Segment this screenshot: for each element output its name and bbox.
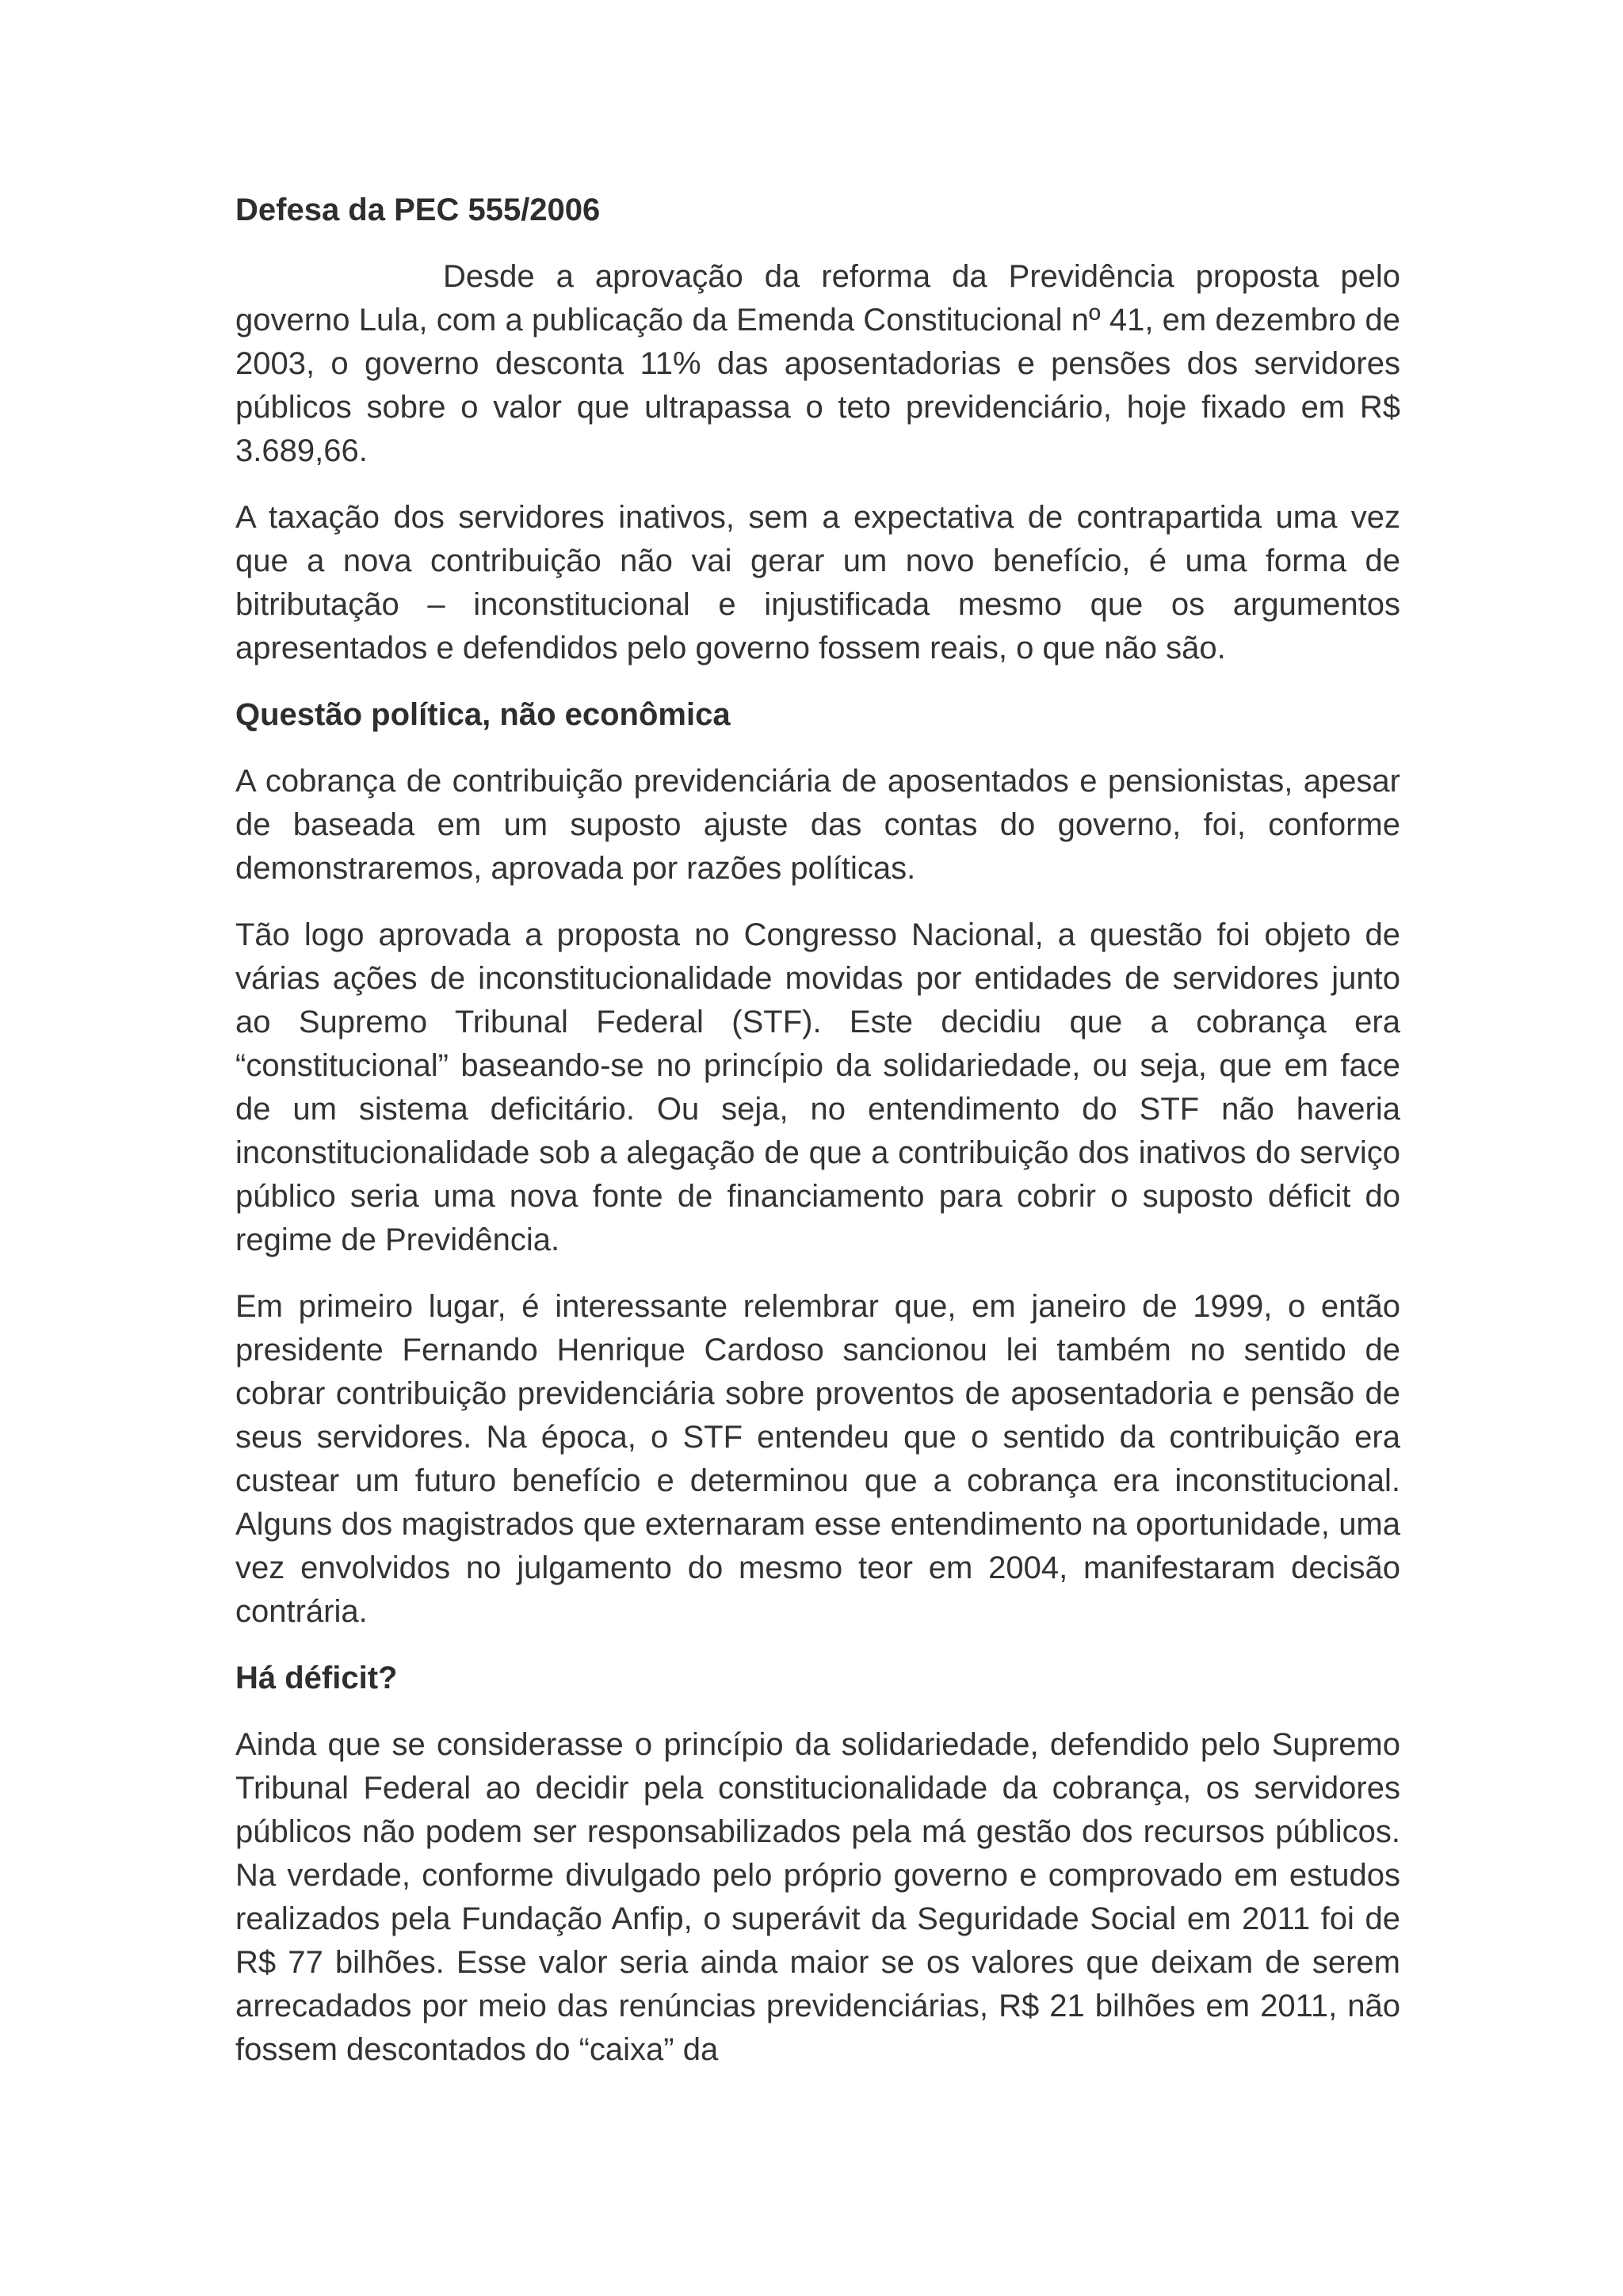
section-heading-deficit: Há déficit? <box>235 1661 398 1695</box>
document-title: Defesa da PEC 555/2006 <box>235 193 601 227</box>
intro-paragraph-2: A taxação dos servidores inativos, sem a expectativa de contrapartida uma vez que a nova contribuição não vai gerar um novo benefício, é uma forma de bitributação – inconstitucional e injustificada mesmo que os argumentos apresentados e defendidos pelo governo fossem reais, o que não são. <box>235 500 1400 666</box>
politica-paragraph-2: Tão logo aprovada a proposta no Congresso Nacional, a questão foi objeto de várias ações de inconstitucionalidade movidas por entidades de servidores junto ao Supremo Tribunal Federal (STF). Este decidiu que a cobrança era “constitucional” baseando-se no princípio da solidariedade, ou seja, que em face de um sistema deficitário. Ou seja, no entendimento do STF não haveria inconstitucionalidade sob a alegação de que a contribuição dos inativos do serviço público seria uma nova fonte de financiamento para cobrir o suposto déficit do regime de Previdência. <box>235 917 1400 1257</box>
intro-paragraph-1: Desde a aprovação da reforma da Previdência proposta pelo governo Lula, com a publicação da Emenda Constitucional nº 41, em dezembro de 2003, o governo desconta 11% das aposentadorias e pensões dos servidores públicos sobre o valor que ultrapassa o teto previdenciário, hoje fixado em R$ 3.689,66. <box>235 259 1400 468</box>
section-heading-politica: Questão política, não econômica <box>235 697 731 732</box>
politica-paragraph-3: Em primeiro lugar, é interessante relembrar que, em janeiro de 1999, o então presidente Fernando Henrique Cardoso sancionou lei também no sentido de cobrar contribuição previdenciária sobre proventos de aposentadoria e pensão de seus servidores. Na época, o STF entendeu que o sentido da contribuição era custear um futuro benefício e determinou que a cobrança era inconstitucional. Alguns dos magistrados que externaram esse entendimento na oportunidade, uma vez envolvidos no julgamento do mesmo teor em 2004, manifestaram decisão contrária. <box>235 1289 1400 1629</box>
document-body <box>235 189 1400 2095</box>
deficit-paragraph-1: Ainda que se considerasse o princípio da solidariedade, defendido pelo Supremo Tribunal Federal ao decidir pela constitucionalidade da cobrança, os servidores públicos não podem ser responsabilizados pela má gestão dos recursos públicos. Na verdade, conforme divulgado pelo próprio governo e comprovado em estudos realizados pela Fundação Anfip, o superávit da Seguridade Social em 2011 foi de R$ 77 bilhões. Esse valor seria ainda maior se os valores que deixam de serem arrecadados por meio das renúncias previdenciárias, R$ 21 bilhões em 2011, não fossem descontados do “caixa” da <box>235 1727 1400 2067</box>
politica-paragraph-1: A cobrança de contribuição previdenciária de aposentados e pensionistas, apesar de baseada em um suposto ajuste das contas do governo, foi, conforme demonstraremos, aprovada por razões políticas. <box>235 764 1400 886</box>
